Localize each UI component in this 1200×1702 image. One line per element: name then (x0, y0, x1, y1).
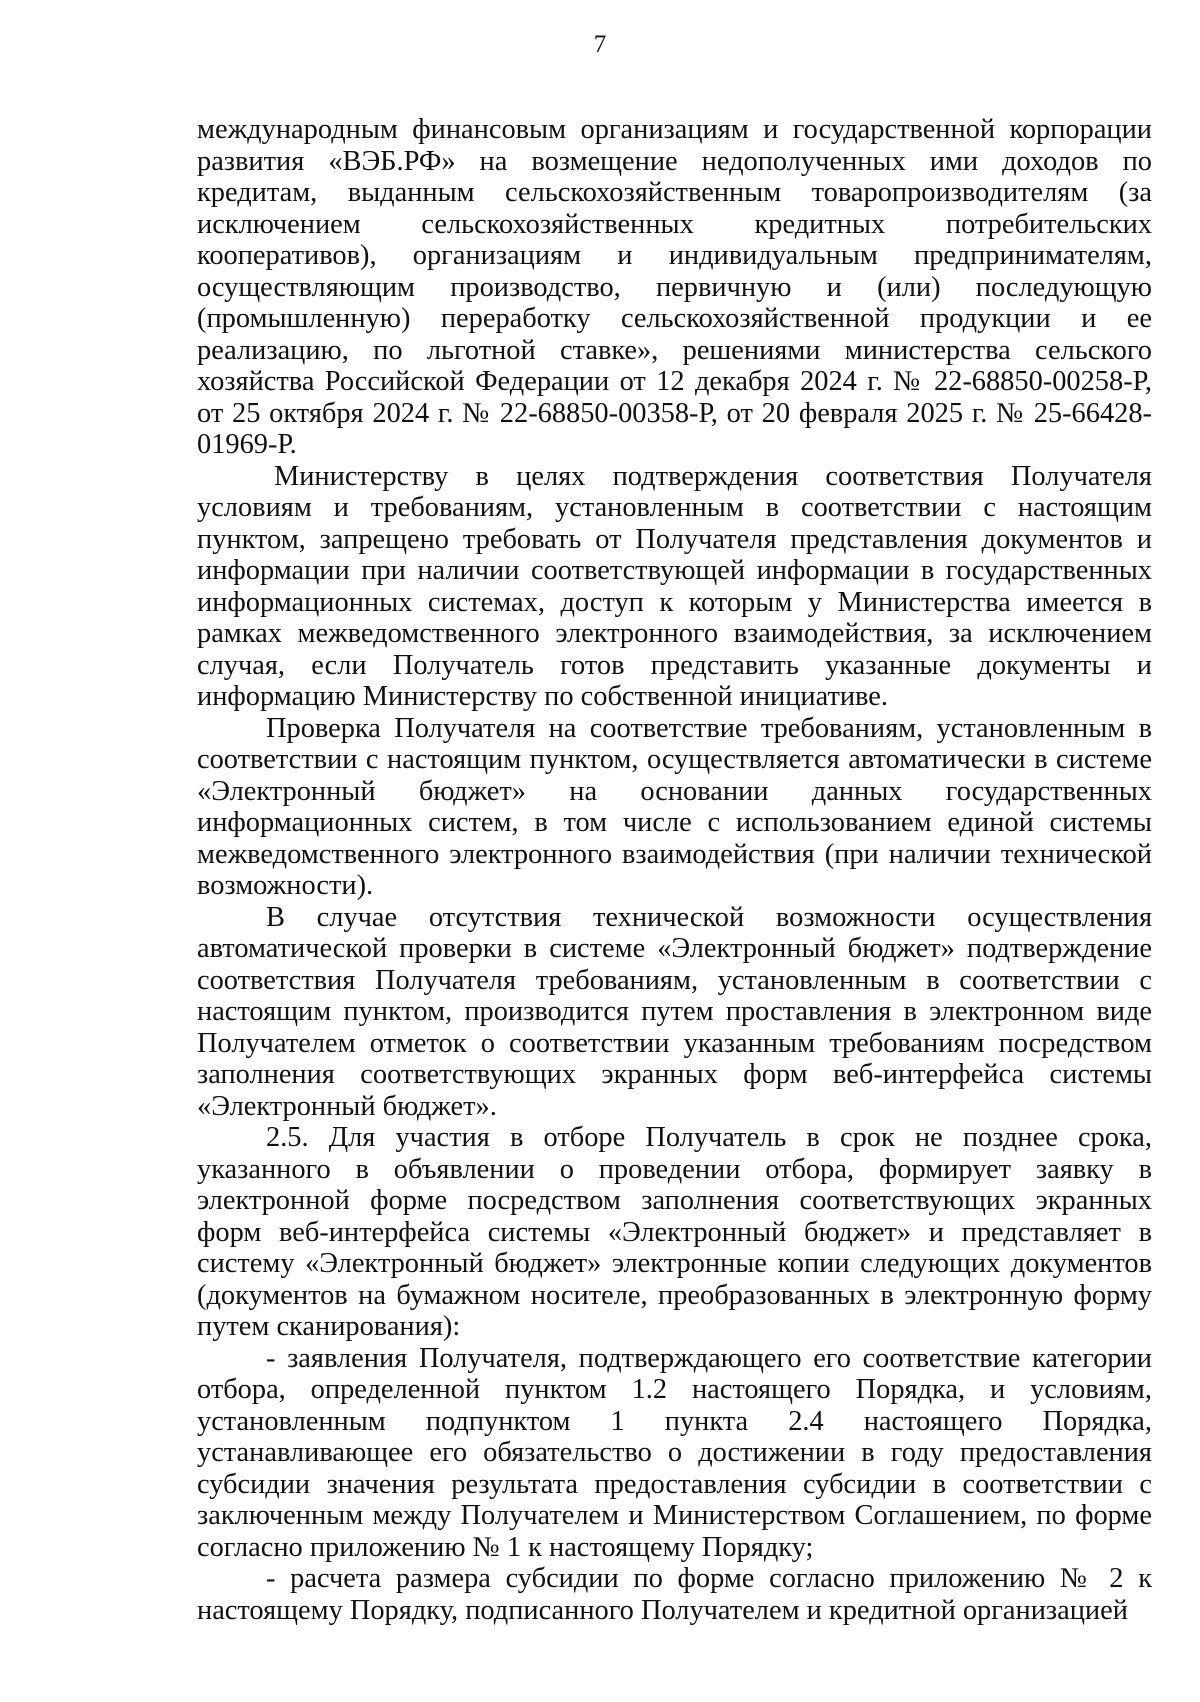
list-item-calculation: - расчета размера субсидии по форме согласно приложению № 2 к настоящему Порядку, подписанного Получателем и кредитной организацией (197, 1563, 1152, 1626)
list-item-application: - заявления Получателя, подтверждающего его соответствие категории отбора, определенной пунктом 1.2 настоящего Порядка, и условиям, установленным подпунктом 1 пункта 2.4 настоящего Порядка, устанавливающее его обязательство о достижении в году предоставления субсидии значения результата предоставления субсидии в соответствии с заключенным между Получателем и Министерством Соглашением, по форме согласно приложению № 1 к настоящему Порядку; (197, 1342, 1152, 1563)
page-number: 7 (593, 31, 607, 58)
paragraph-continuation: международным финансовым организациям и государственной корпорации развития «ВЭБ.РФ» на возмещение недополученных ими доходов по кредитам, выданным сельскохозяйственным товаропроизводителям (за исключением сельскохозяйственных кредитных потребительских кооперативов), организациям и индивидуальным предпринимателям, осуществляющим производство, первичную и (или) последующую (промышленную) переработку сельскохозяйственной продукции и ее реализацию, по льготной ставке», решениями министерства сельского хозяйства Российской Федерации от 12 декабря 2024 г. № 22-68850-00258-Р, от 25 октября 2024 г. № 22-68850-00358-Р, от 20 февраля 2025 г. № 25-66428-01969-Р. (197, 114, 1152, 460)
paragraph-ministry-restriction: Министерству в целях подтверждения соответствия Получателя условиям и требованиям, установленным в соответствии с настоящим пунктом, запрещено требовать от Получателя представления документов и информации при наличии соответствующей информации в государственных информационных системах, доступ к которым у Министерства имеется в рамках межведомственного электронного взаимодействия, за исключением случая, если Получатель готов представить указанные документы и информацию Министерству по собственной инициативе. (197, 460, 1152, 712)
paragraph-manual-confirmation: В случае отсутствия технической возможности осуществления автоматической проверки в системе «Электронный бюджет» подтверждение соответствия Получателя требованиям, установленным в соответствии с настоящим пунктом, производится путем проставления в электронном виде Получателем отметок о соответствии указанным требованиям посредством заполнения соответствующих экранных форм веб-интерфейса системы «Электронный бюджет». (197, 901, 1152, 1122)
paragraph-automatic-check: Проверка Получателя на соответствие требованиям, установленным в соответствии с настоящим пунктом, осуществляется автоматически в системе «Электронный бюджет» на основании данных государственных информационных систем, в том числе с использованием единой системы межведомственного электронного взаимодействия (при наличии технической возможности). (197, 712, 1152, 901)
document-body (197, 114, 1152, 1626)
paragraph-section-2-5: 2.5. Для участия в отборе Получатель в срок не позднее срока, указанного в объявлении о проведении отбора, формирует заявку в электронной форме посредством заполнения соответствующих экранных форм веб-интерфейса системы «Электронный бюджет» и представляет в систему «Электронный бюджет» электронные копии следующих документов (документов на бумажном носителе, преобразованных в электронную форму путем сканирования): (197, 1122, 1152, 1342)
